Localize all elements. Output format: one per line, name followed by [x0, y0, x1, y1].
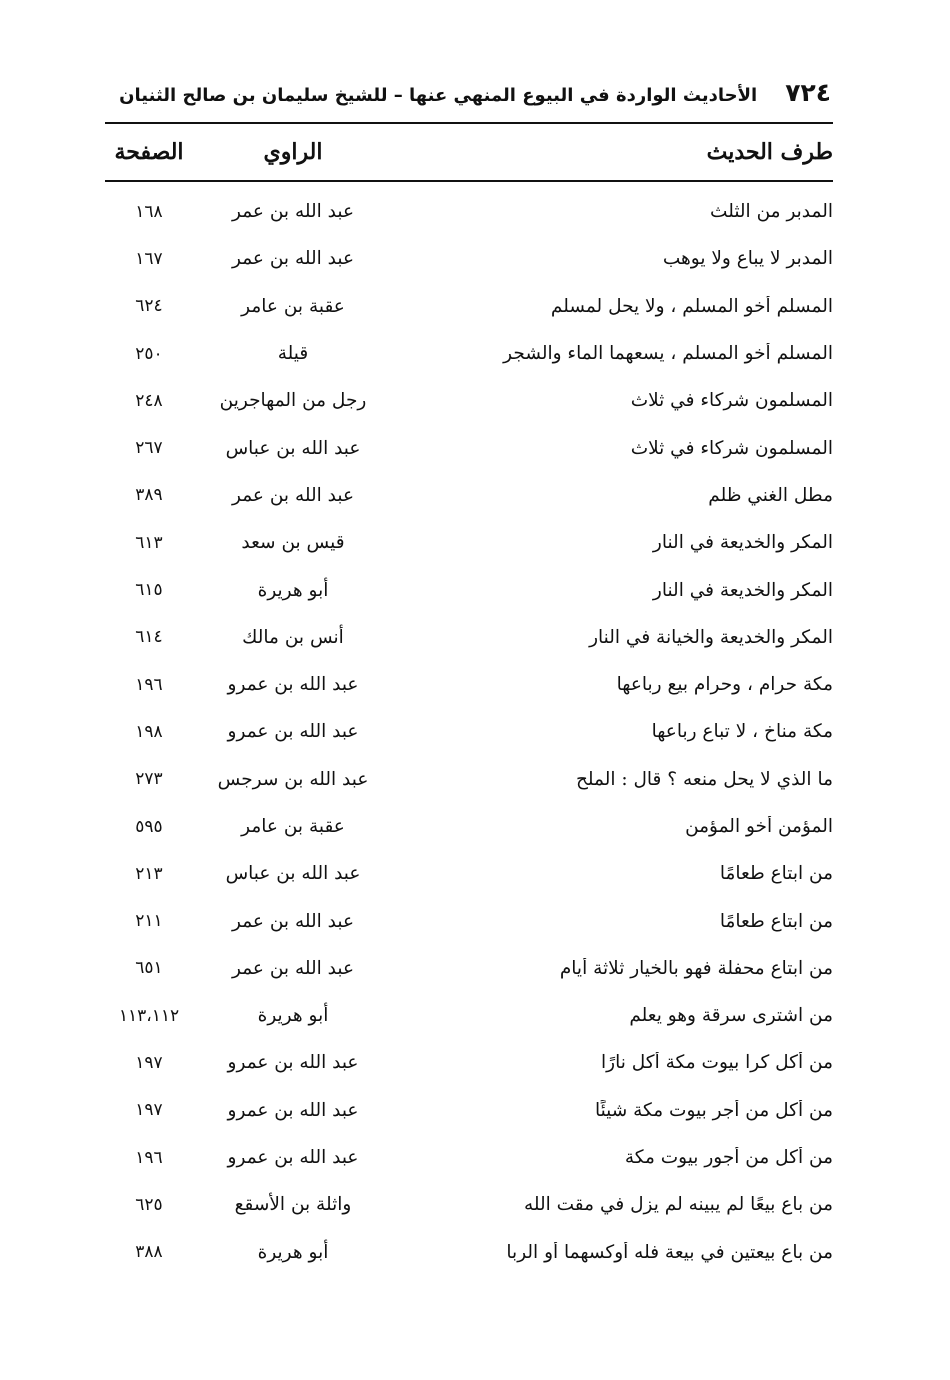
running-header	[105, 78, 833, 124]
hadith-text: المسلمون شركاء في ثلاث	[630, 390, 833, 412]
page-reference: ١٩٧	[135, 1100, 163, 1121]
page-reference: ٢١١	[135, 911, 163, 932]
column-header-page: الصفحة	[114, 139, 184, 165]
narrator-name: أبو هريرة	[257, 1241, 329, 1263]
hadith-text: من أكل من أجور بيوت مكة	[624, 1147, 833, 1169]
page-reference: ١١٣،١١٢	[118, 1005, 180, 1026]
page-reference: ٦١٣	[135, 532, 163, 553]
narrator-name: عبد الله بن عمرو	[227, 721, 359, 743]
table-row	[105, 424, 833, 471]
hadith-text: مكة حرام ، وحرام بيع رباعها	[616, 674, 833, 696]
hadith-text: المدبر من الثلث	[710, 201, 833, 223]
narrator-name: عبد الله بن عمرو	[227, 1099, 359, 1121]
table-row	[105, 472, 833, 519]
narrator-name: قيس بن سعد	[241, 532, 345, 554]
table-row	[105, 1134, 833, 1181]
narrator-name: عبد الله بن عمر	[232, 910, 354, 932]
table-row	[105, 519, 833, 566]
table-row	[105, 992, 833, 1039]
narrator-name: قيلة	[277, 343, 309, 365]
index-table-body	[105, 188, 833, 1276]
page-reference: ٦١٤	[135, 627, 163, 648]
table-row	[105, 1229, 833, 1276]
page-reference: ٣٨٨	[135, 1242, 163, 1263]
narrator-name: عبد الله بن عمرو	[227, 674, 359, 696]
hadith-text: من باع بيعتين في بيعة فله أوكسهما أو الربا	[506, 1241, 833, 1263]
page-reference: ٣٨٩	[135, 485, 163, 506]
hadith-text: من ابتاع طعامًا	[719, 863, 833, 885]
table-row	[105, 756, 833, 803]
table-row	[105, 283, 833, 330]
table-row	[105, 188, 833, 235]
hadith-text: من باع بيعًا لم يبينه لم يزل في مقت الله	[523, 1194, 833, 1216]
table-row	[105, 330, 833, 377]
index-page	[105, 78, 833, 1276]
table-row	[105, 850, 833, 897]
page-reference: ٦٢٥	[135, 1194, 163, 1215]
narrator-name: عبد الله بن سرجس	[217, 768, 369, 790]
hadith-text: المدبر لا يباع ولا يوهب	[662, 248, 833, 270]
table-row	[105, 1039, 833, 1086]
page-reference: ٦٥١	[135, 958, 163, 979]
hadith-text: المكر والخديعة في النار	[652, 579, 833, 601]
hadith-text: من ابتاع محفلة فهو بالخيار ثلاثة أيام	[559, 957, 833, 979]
narrator-name: عبد الله بن عمرو	[227, 1147, 359, 1169]
hadith-text: المسلمون شركاء في ثلاث	[630, 437, 833, 459]
hadith-text: المؤمن أخو المؤمن	[685, 816, 833, 837]
page-reference: ٢٦٧	[135, 438, 163, 459]
narrator-name: عبد الله بن عمر	[232, 484, 354, 506]
narrator-name: عقبة بن عامر	[241, 295, 345, 317]
table-row	[105, 377, 833, 424]
narrator-name: أبو هريرة	[257, 1005, 329, 1027]
hadith-text: المكر والخديعة والخيانة في النار	[589, 626, 833, 648]
page-reference: ٦١٥	[135, 580, 163, 601]
page-reference: ١٦٧	[135, 248, 163, 269]
table-row	[105, 897, 833, 944]
table-header-row	[105, 124, 833, 182]
hadith-text: مكة مناخ ، لا تباع رباعها	[651, 721, 833, 743]
narrator-name: أنس بن مالك	[242, 626, 344, 648]
table-row	[105, 945, 833, 992]
page-reference: ١٩٧	[135, 1052, 163, 1073]
table-row	[105, 566, 833, 613]
table-row	[105, 1181, 833, 1228]
hadith-text: ما الذي لا يحل منعه ؟ قال : الملح	[575, 768, 833, 790]
page-reference: ١٩٨	[135, 721, 163, 742]
page-reference: ١٦٨	[135, 201, 163, 222]
narrator-name: واثلة بن الأسقع	[234, 1194, 352, 1216]
page-reference: ٥٩٥	[135, 816, 163, 837]
hadith-text: من أكل من أجر بيوت مكة شيئًا	[594, 1099, 833, 1121]
page-reference: ١٩٦	[135, 1147, 163, 1168]
narrator-name: عقبة بن عامر	[241, 816, 345, 837]
page-reference: ٢٧٣	[135, 769, 163, 790]
hadith-text: المسلم أخو المسلم ، يسعهما الماء والشجر	[503, 343, 833, 365]
table-row	[105, 614, 833, 661]
hadith-text: من ابتاع طعامًا	[719, 910, 833, 932]
narrator-name: أبو هريرة	[257, 579, 329, 601]
table-row	[105, 661, 833, 708]
page-reference: ٢١٣	[135, 863, 163, 884]
table-row	[105, 1087, 833, 1134]
hadith-text: مطل الغني ظلم	[708, 484, 833, 506]
narrator-name: عبد الله بن عباس	[225, 437, 361, 459]
hadith-text: المكر والخديعة في النار	[652, 532, 833, 554]
table-row	[105, 708, 833, 755]
narrator-name: عبد الله بن عباس	[225, 863, 361, 885]
narrator-name: عبد الله بن عمر	[232, 248, 354, 270]
page-reference: ٢٤٨	[135, 390, 163, 411]
page-number: ٧٢٤	[785, 78, 831, 107]
hadith-text: من أكل كرا بيوت مكة أكل نارًا	[601, 1052, 833, 1074]
page-reference: ٦٢٤	[135, 296, 163, 317]
narrator-name: عبد الله بن عمر	[232, 201, 354, 223]
hadith-text: من اشترى سرقة وهو يعلم	[629, 1005, 833, 1027]
narrator-name: عبد الله بن عمر	[232, 957, 354, 979]
narrator-name: عبد الله بن عمرو	[227, 1052, 359, 1074]
column-header-narrator: الراوي	[263, 139, 323, 165]
running-title: الأحاديث الواردة في البيوع المنهي عنها – للشيخ سليمان بن صالح الثنيان	[119, 85, 758, 106]
column-header-hadith: طرف الحديث	[706, 139, 833, 165]
page-reference: ١٩٦	[135, 674, 163, 695]
narrator-name: رجل من المهاجرين	[219, 390, 367, 412]
table-row	[105, 235, 833, 282]
page-reference: ٢٥٠	[135, 343, 163, 364]
hadith-text: المسلم أخو المسلم ، ولا يحل لمسلم	[550, 295, 833, 317]
table-row	[105, 803, 833, 850]
